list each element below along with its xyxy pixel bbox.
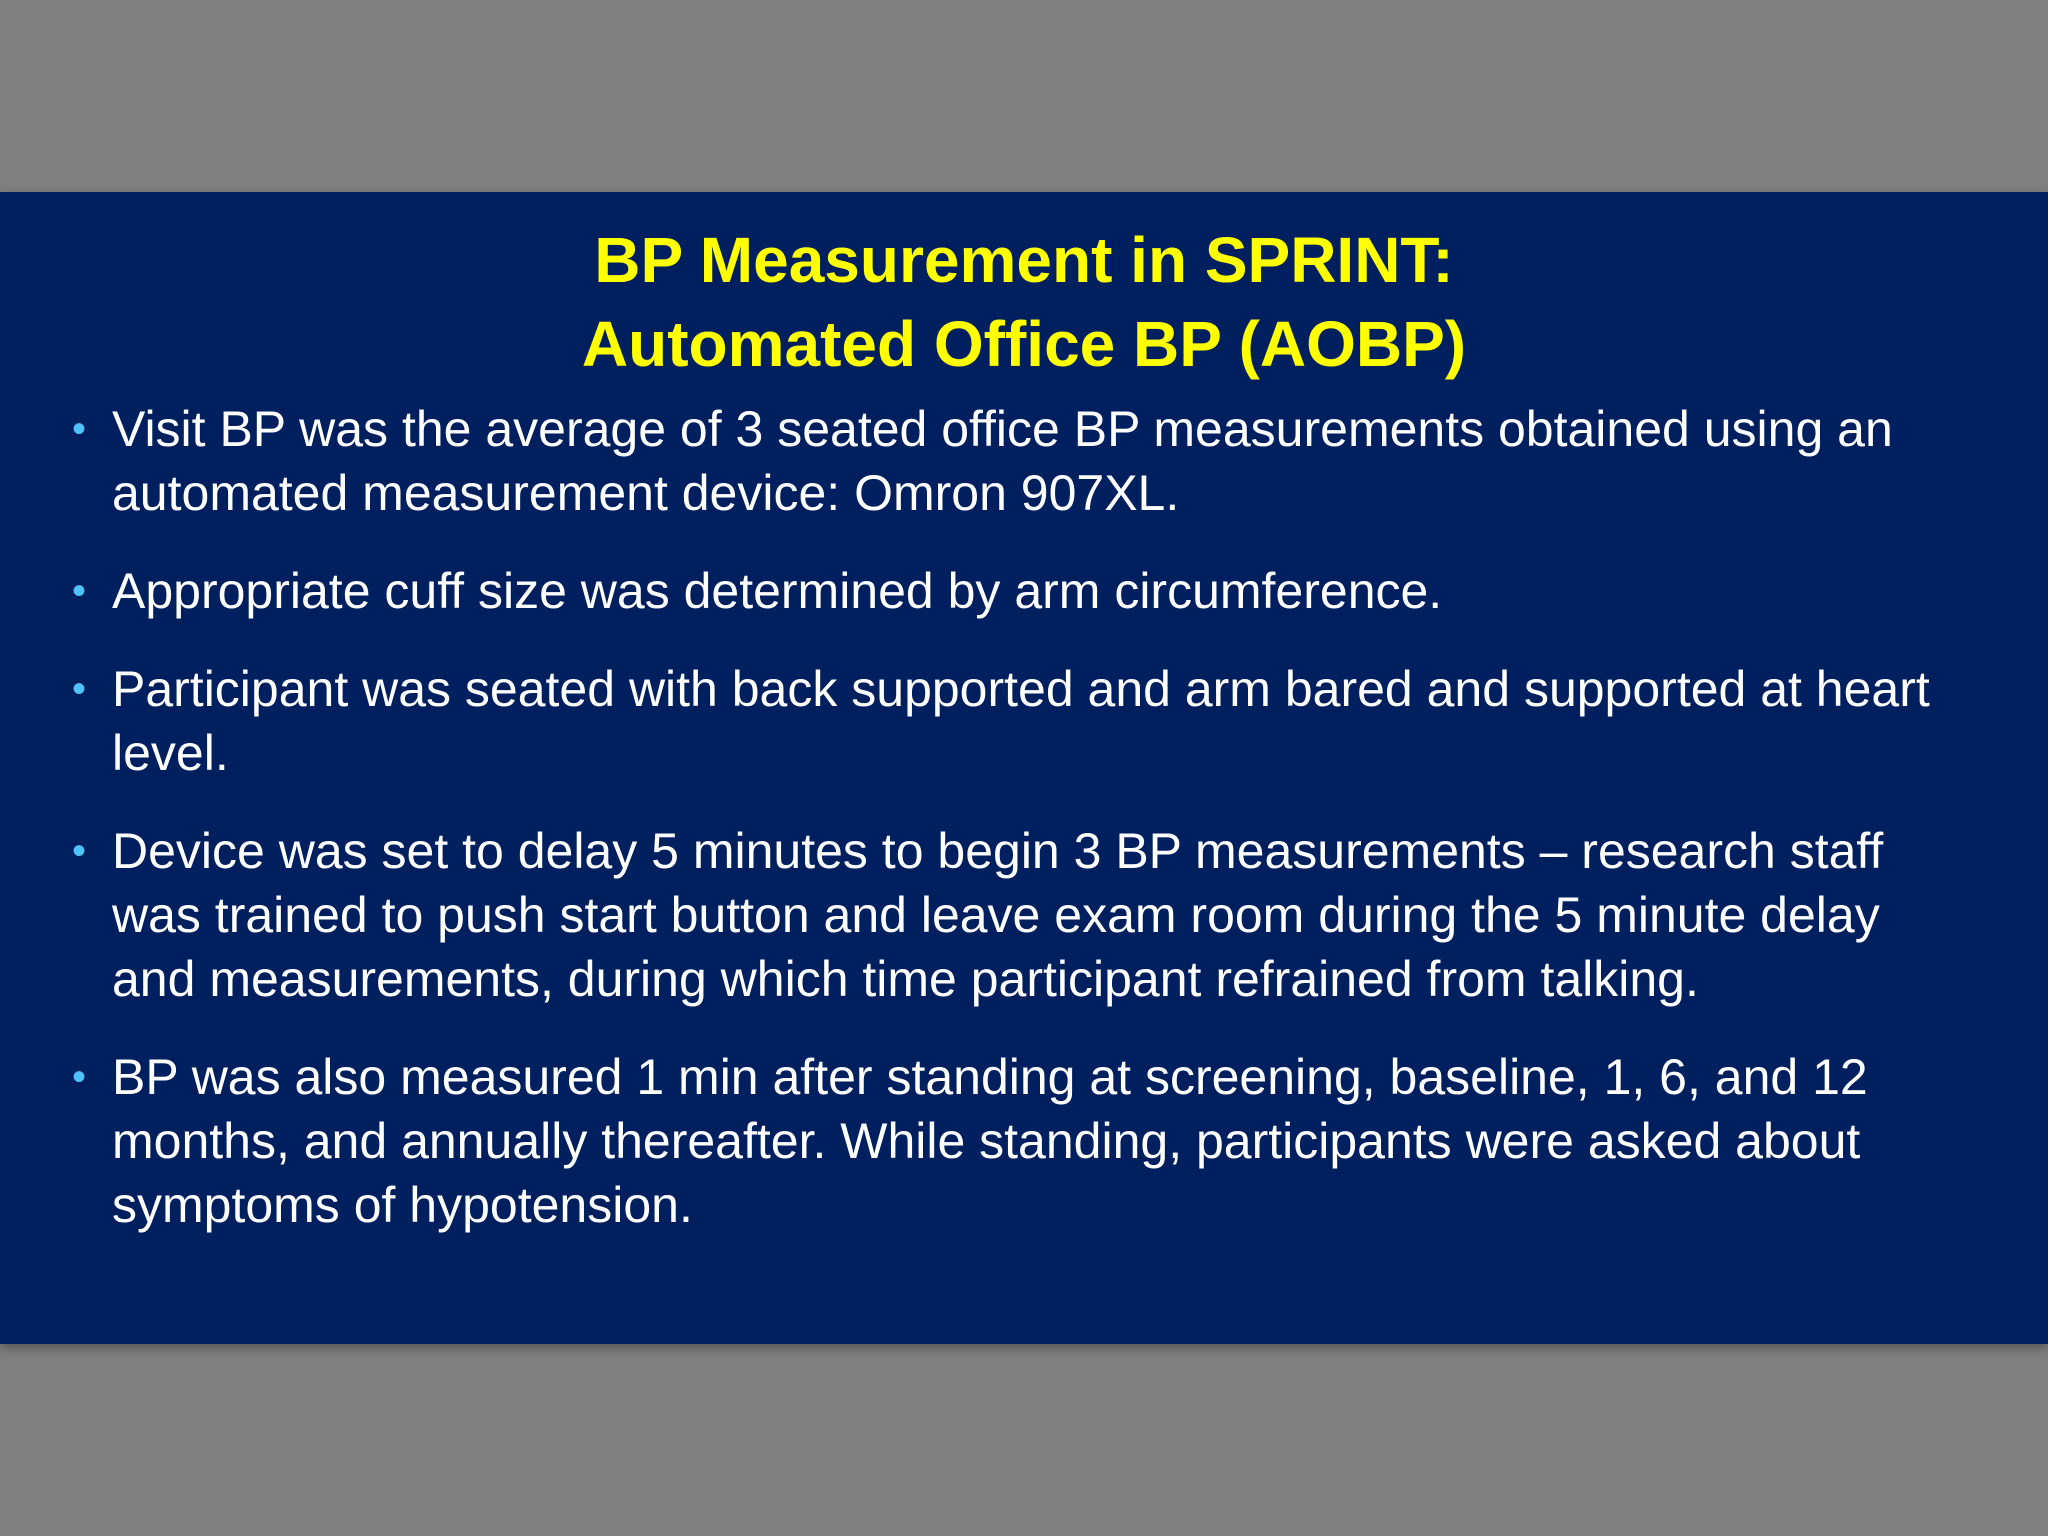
slide-title — [0, 218, 2048, 386]
bullet-dot-icon: • — [72, 407, 87, 451]
bullet-text: Participant was seated with back supported and arm bared and supported at heart level. — [112, 661, 1930, 781]
slide — [0, 192, 2048, 1344]
bullet-text: BP was also measured 1 min after standing at screening, baseline, 1, 6, and 12 months, and annually thereafter. While standing, participants were asked about symptoms of hypotension. — [112, 1049, 1868, 1233]
bullet-item — [72, 657, 2022, 785]
slide-title-line-1: BP Measurement in SPRINT: — [594, 224, 1454, 296]
bullet-dot-icon: • — [72, 569, 87, 613]
slide-title-line-2: Automated Office BP (AOBP) — [581, 308, 1467, 380]
bullet-item — [72, 819, 2022, 1011]
bullet-item — [72, 1045, 2022, 1237]
bullet-text: Visit BP was the average of 3 seated office BP measurements obtained using an automated measurement device: Omron 907XL. — [112, 401, 1893, 521]
bullet-text: Appropriate cuff size was determined by arm circumference. — [112, 563, 1443, 619]
bullet-dot-icon: • — [72, 829, 87, 873]
bullet-dot-icon: • — [72, 667, 87, 711]
bullet-text: Device was set to delay 5 minutes to begin 3 BP measurements – research staff was trained to push start button and leave exam room during the 5 minute delay and measurements, during which time participant refrained from talking. — [112, 823, 1884, 1007]
bullet-item — [72, 559, 2022, 623]
bullet-item — [72, 397, 2022, 525]
bullet-list — [72, 397, 2022, 1271]
bullet-dot-icon: • — [72, 1055, 87, 1099]
